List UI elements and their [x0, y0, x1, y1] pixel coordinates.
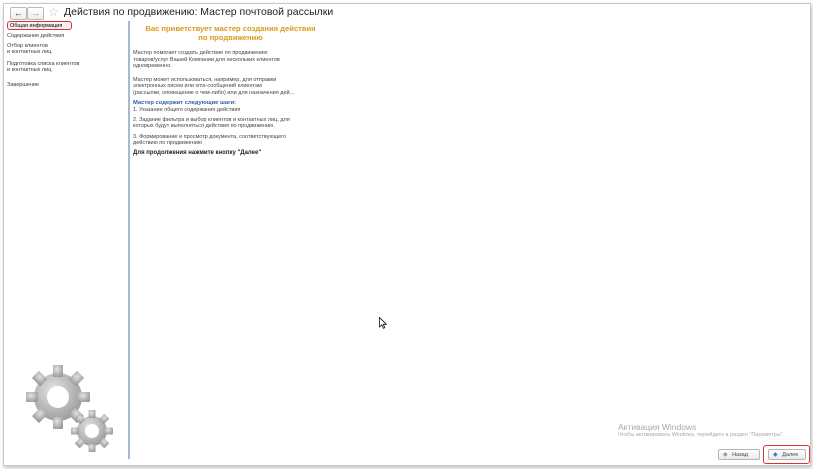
sidebar-divider — [128, 21, 130, 459]
next-button-label: Далее — [782, 452, 799, 458]
back-arrow-icon: ◆ — [723, 452, 728, 458]
mouse-cursor-icon — [379, 317, 387, 329]
intro-paragraph: Мастер помогает создать действие по продвижению товаров/услуг Вашей Компании для нескольких клиентов одновременно. — [133, 50, 280, 69]
step-completion[interactable]: Завершение — [7, 82, 39, 88]
back-button[interactable] — [718, 449, 760, 460]
watermark-title: Активация Windows — [618, 422, 697, 432]
back-nav-button[interactable]: ← — [10, 7, 27, 20]
step-client-selection[interactable]: Отбор клиентов и контактных лиц — [7, 43, 52, 55]
watermark-subtitle: Чтобы активировать Windows, перейдите в раздел "Параметры". — [618, 432, 785, 438]
steps-title: Мастер содержит следующие шаги: — [133, 100, 236, 106]
back-button-label: Назад — [732, 452, 748, 458]
step-general-info[interactable]: Общая информация — [7, 21, 72, 30]
gears-icon — [22, 361, 122, 461]
step-text-2: 2. Задание фильтра и выбор клиентов и контактных лиц, для которых будут выполняться действия по продвижению. — [133, 116, 290, 129]
step-action-content[interactable]: Содержание действия — [7, 33, 65, 39]
step-text-1: 1. Указание общего содержания действия — [133, 107, 241, 113]
wizard-content — [133, 24, 328, 156]
step-client-list-preparation[interactable]: Подготовка списка клиентов и контактных лиц — [7, 61, 80, 73]
step-text-3: 3. Формирование и просмотр документа, соответствующего действию по продвижению — [133, 133, 287, 146]
favorite-star-icon[interactable]: ☆ — [48, 5, 59, 19]
next-arrow-icon: ◆ — [773, 452, 778, 458]
wizard-steps-sidebar — [4, 21, 126, 461]
window-title: Действия по продвижению: Мастер почтовой рассылки — [64, 6, 334, 18]
title-bar — [4, 4, 810, 20]
usage-paragraph: Мастер может использоваться, например, для отправки электронных писем или sms-сообщений клиентам (рассылки, оповещение о чем-либо) или для назначения дей... — [133, 76, 295, 96]
wizard-heading: Вас приветствует мастер создания действия по продвижению — [145, 24, 316, 42]
forward-nav-button[interactable]: → — [27, 7, 44, 20]
next-button[interactable] — [768, 449, 806, 460]
wizard-window — [3, 3, 811, 466]
continue-instruction: Для продолжения нажмите кнопку "Далее" — [133, 149, 262, 156]
windows-activation-watermark — [618, 422, 784, 438]
